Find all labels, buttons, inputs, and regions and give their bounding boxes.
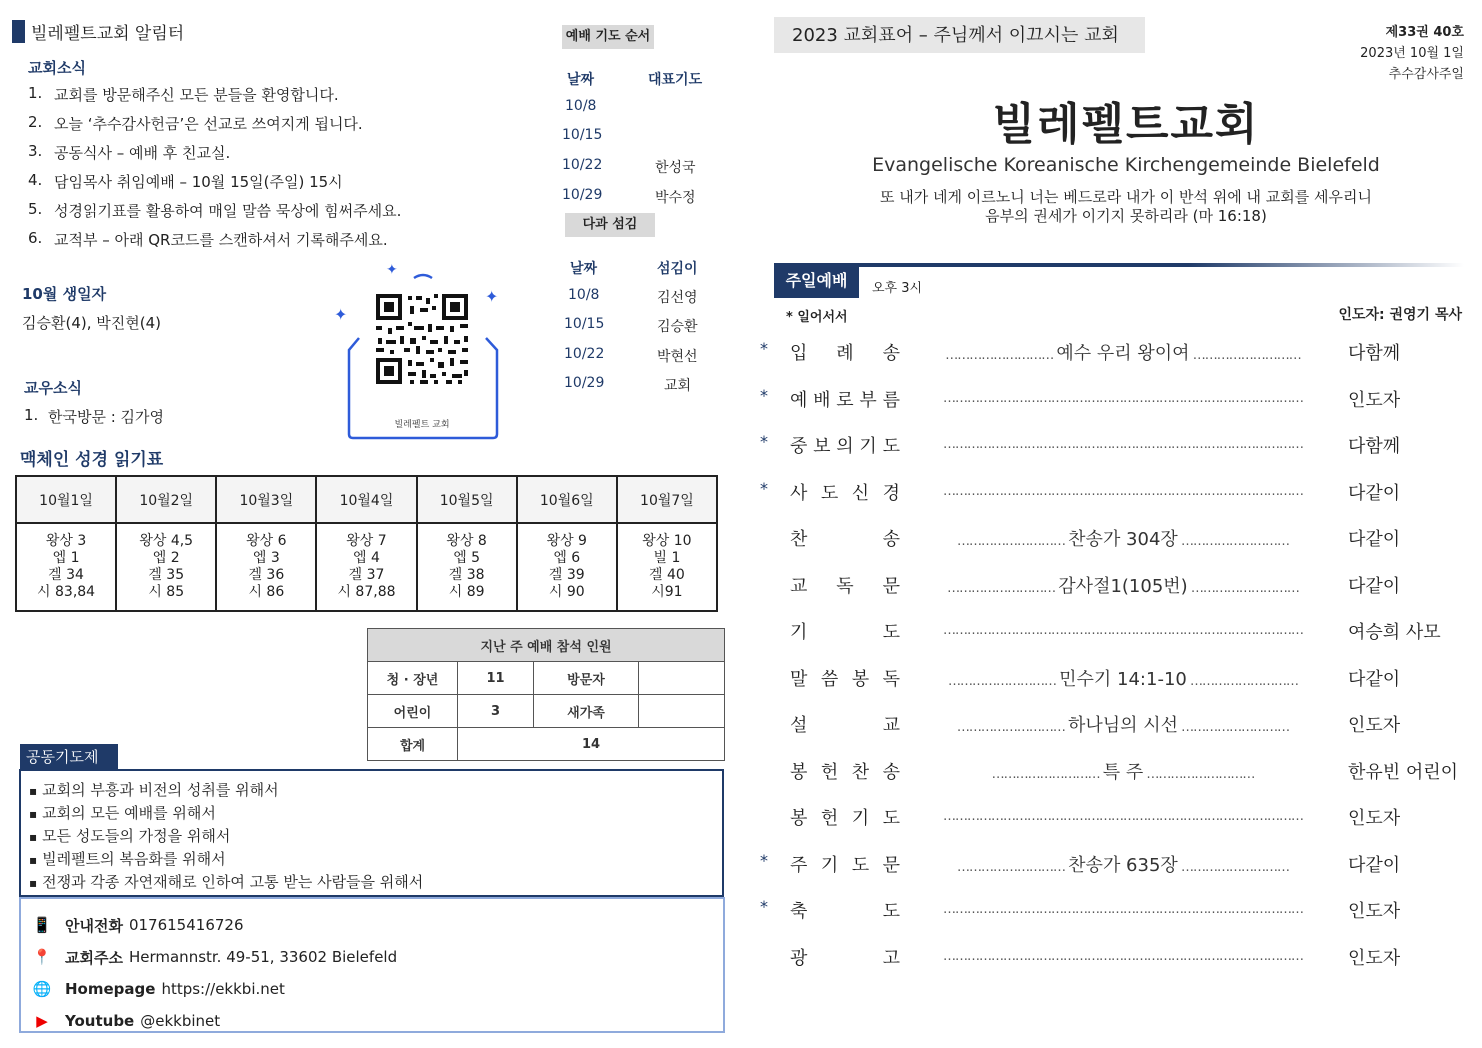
issue-volume: 제33권 40호	[1385, 25, 1464, 40]
attendance-title: 지난 주 예배 참석 인원	[368, 629, 725, 662]
reading-day: 10월7일	[617, 476, 717, 523]
order-person: 인도자	[1348, 389, 1401, 411]
svg-text:✦: ✦	[334, 305, 348, 324]
order-star: *	[760, 897, 768, 916]
serve-person: 김승환	[657, 319, 698, 335]
worship-tag: 주일예배	[774, 263, 859, 298]
order-detail: ……………………… 예수 우리 왕이여 ………………………	[945, 343, 1301, 364]
order-person: 다같이	[1348, 575, 1401, 597]
order-row	[760, 944, 1460, 974]
order-item: 봉 헌 기 도	[790, 808, 900, 829]
order-item: 기 도	[790, 622, 900, 643]
order-item: 중 보 의 기 도	[790, 436, 900, 457]
news-list	[28, 84, 401, 258]
order-item: 축 도	[790, 901, 900, 922]
order-detail: ………………………………………………………………………………	[943, 623, 1303, 638]
serve-col-person: 섬김이	[657, 261, 698, 277]
issue-day: 추수감사주일	[1388, 67, 1464, 82]
order-row	[760, 758, 1460, 788]
prayer-order-person: 박수정	[655, 190, 696, 206]
order-detail: ……………………… 감사절1(105번) ………………………	[947, 575, 1299, 597]
serve-date: 10/22	[564, 346, 605, 362]
prayer-list	[19, 769, 724, 897]
qr-frame	[334, 260, 506, 442]
order-person: 다같이	[1348, 482, 1401, 504]
reading-day: 10월3일	[216, 476, 316, 523]
news-item: 3. 공동식사 – 예배 후 친교실.	[28, 142, 231, 162]
serve-col-date: 날짜	[570, 261, 598, 277]
order-item: 입 례 송	[790, 343, 900, 364]
order-item: 설 교	[790, 715, 900, 736]
order-star: *	[760, 385, 768, 405]
contact-youtube[interactable]: ▶ Youtube @ekkbinet	[29, 1005, 715, 1037]
issue-info	[1360, 22, 1464, 85]
order-item: 교 독 문	[790, 575, 900, 597]
prayer-order-date: 10/8	[565, 98, 597, 114]
serve-title: 다과 섬김	[565, 213, 655, 237]
order-person: 다같이	[1348, 854, 1401, 876]
order-row	[760, 665, 1460, 695]
order-item: 광 고	[790, 947, 900, 969]
order-person: 다같이	[1348, 529, 1401, 550]
qr-caption: 빌레펠트 교회	[394, 420, 450, 430]
serve-person: 박현선	[657, 349, 698, 365]
reading-header-row	[16, 476, 717, 523]
order-person: 한유빈 어린이	[1348, 761, 1459, 783]
order-row	[760, 386, 1460, 416]
order-person: 인도자	[1348, 808, 1401, 829]
order-detail: ……………………… 찬송가 304장 ………………………	[957, 529, 1289, 550]
prayer-order-col-date: 날짜	[567, 72, 595, 88]
reading-title: 맥체인 성경 읽기표	[20, 450, 164, 470]
order-row	[760, 572, 1460, 602]
worship-time: 오후 3시	[872, 281, 923, 296]
reading-cell: 왕상 8 엡 5 겔 38 시 89	[417, 523, 517, 611]
contact-box	[19, 897, 725, 1033]
order-row	[760, 804, 1460, 834]
order-star: *	[760, 850, 768, 870]
church-title-block	[770, 88, 1482, 176]
order-item: 사 도 신 경	[790, 482, 900, 504]
contact-phone: 📱 안내전화 017615416726	[29, 909, 715, 941]
order-person: 인도자	[1348, 947, 1401, 969]
order-detail: ……………………… 하나님의 시선 ………………………	[956, 715, 1290, 736]
news-item: 1. 교회를 방문해주신 모든 분들을 환영합니다.	[28, 84, 339, 104]
reading-cell: 왕상 10 빌 1 겔 40 시91	[617, 523, 717, 611]
order-person: 다함께	[1348, 436, 1401, 457]
order-detail: ………………………………………………………………………………	[943, 390, 1303, 406]
prayer-order-person: 한성국	[655, 160, 696, 176]
order-star: *	[760, 432, 768, 451]
alumni-title: 교우소식	[24, 379, 82, 397]
prayer-item: ▪ 교회의 부흥과 비전의 성취를 위해서	[29, 779, 714, 802]
worship-divider	[774, 263, 1464, 267]
order-row	[760, 897, 1460, 927]
order-detail: ………………………………………………………………………………	[943, 809, 1303, 824]
order-detail: ………………………………………………………………………………	[943, 948, 1303, 964]
news-item: 4. 담임목사 취임예배 – 10월 15일(주일) 15시	[28, 171, 343, 191]
order-item: 찬 송	[790, 529, 900, 550]
alumni-item: 1. 한국방문 : 김가영	[24, 406, 165, 426]
prayer-order-title: 예배 기도 순서	[562, 25, 654, 49]
attendance-row: 청 · 장년 11 방문자	[368, 662, 725, 695]
prayer-order-date: 10/15	[562, 127, 603, 143]
order-person: 다함께	[1348, 343, 1401, 364]
reading-row	[16, 523, 717, 611]
svg-text:✦: ✦	[386, 262, 398, 278]
reading-cell: 왕상 4,5 엡 2 겔 35 시 85	[116, 523, 216, 611]
phone-icon: 📱	[32, 916, 52, 934]
order-star: *	[760, 339, 768, 358]
verse: 또 내가 네게 이르노니 너는 베드로라 내가 이 반석 위에 내 교회를 세우리니 음부의 권세가 이기지 못하리라 (마 16:18)	[880, 188, 1372, 225]
order-item: 말 씀 봉 독	[790, 668, 900, 690]
order-row	[760, 851, 1460, 881]
map-pin-icon: 📍	[32, 948, 52, 966]
order-star: *	[760, 478, 768, 498]
church-name-ko: 빌레펠트교회	[992, 99, 1260, 150]
order-detail: ………………………………………………………………………………	[943, 483, 1303, 499]
serve-date: 10/15	[564, 316, 605, 332]
reading-cell: 왕상 7 엡 4 겔 37 시 87,88	[316, 523, 416, 611]
news-title: 교회소식	[28, 59, 86, 77]
contact-address: 📍 교회주소 Hermannstr. 49-51, 33602 Bielefeld	[29, 941, 715, 973]
prayer-order-col-person: 대표기도	[648, 72, 703, 88]
order-row	[760, 479, 1460, 509]
motto-banner: 2023 교회표어 – 주님께서 이끄시는 교회	[774, 17, 1145, 53]
birthday-title: 10월 생일자	[22, 285, 107, 303]
rise-note: * 일어서서	[786, 310, 848, 325]
order-item: 봉 헌 찬 송	[790, 761, 900, 783]
left-header-title: 빌레펠트교회 알림터	[31, 24, 185, 44]
qr-code-icon	[334, 260, 506, 442]
prayer-item: ▪ 모든 성도들의 가정을 위해서	[29, 825, 714, 848]
prayer-item: ▪ 전쟁과 각종 자연재해로 인하여 고통 받는 사람들을 위해서	[29, 871, 714, 894]
prayer-item: ▪ 빌레펠트의 복음화를 위해서	[29, 848, 714, 871]
order-row	[760, 339, 1460, 369]
news-item: 2. 오늘 ‘추수감사헌금’은 선교로 쓰여지게 됩니다.	[28, 113, 363, 133]
order-detail: ………………………………………………………………………………	[943, 437, 1303, 452]
serve-person: 김선영	[657, 290, 698, 306]
reading-day: 10월1일	[16, 476, 116, 523]
reading-day: 10월2일	[116, 476, 216, 523]
news-item: 6. 교적부 – 아래 QR코드를 스캔하셔서 기록해주세요.	[28, 229, 388, 249]
left-header	[12, 20, 184, 43]
church-name-de: Evangelische Koreanische Kirchengemeinde Bielefeld	[872, 154, 1380, 176]
order-item: 주 기 도 문	[790, 854, 900, 876]
prayer-title: 공동기도제목	[20, 744, 118, 770]
reading-table	[15, 475, 718, 612]
reading-cell: 왕상 6 엡 3 겔 36 시 86	[216, 523, 316, 611]
attendance-row: 합계 14	[368, 728, 725, 761]
contact-homepage[interactable]: 🌐 Homepage https://ekkbi.net	[29, 973, 715, 1005]
issue-date: 2023년 10월 1일	[1360, 46, 1464, 61]
order-person: 여승희 사모	[1348, 622, 1441, 643]
prayer-order-date: 10/29	[562, 187, 603, 203]
order-person: 인도자	[1348, 901, 1401, 922]
attendance-row: 어린이 3 새가족	[368, 695, 725, 728]
reading-cell: 왕상 3 엡 1 겔 34 시 83,84	[16, 523, 116, 611]
svg-text:✦: ✦	[485, 287, 499, 306]
globe-icon: 🌐	[32, 980, 52, 998]
serve-person: 교회	[664, 378, 692, 394]
order-person: 인도자	[1348, 715, 1401, 736]
prayer-item: ▪ 교회의 모든 예배를 위해서	[29, 802, 714, 825]
reading-day: 10월4일	[316, 476, 416, 523]
prayer-order-date: 10/22	[562, 157, 603, 173]
order-person: 다같이	[1348, 668, 1401, 690]
worship-leader: 인도자: 권영기 목사	[1338, 307, 1462, 323]
order-row	[760, 618, 1460, 648]
birthday-text: 김승환(4), 박진현(4)	[22, 314, 161, 332]
order-row	[760, 432, 1460, 462]
order-detail: ……………………… 특 주 ………………………	[991, 761, 1255, 783]
order-detail: ……………………… 찬송가 635장 ………………………	[957, 854, 1289, 876]
order-row	[760, 711, 1460, 741]
news-item: 5. 성경읽기표를 활용하여 매일 말씀 묵상에 힘써주세요.	[28, 200, 402, 220]
reading-day: 10월6일	[517, 476, 617, 523]
reading-day: 10월5일	[417, 476, 517, 523]
serve-date: 10/8	[568, 287, 600, 303]
order-row	[760, 525, 1460, 555]
header-bar	[12, 20, 25, 43]
youtube-icon: ▶	[36, 1012, 48, 1030]
serve-date: 10/29	[564, 375, 605, 391]
order-detail: ………………………………………………………………………………	[943, 902, 1303, 917]
reading-cell: 왕상 9 엡 6 겔 39 시 90	[517, 523, 617, 611]
order-item: 예 배 로 부 름	[790, 389, 900, 411]
attendance-table	[367, 628, 725, 761]
order-detail: ……………………… 민수기 14:1-10 ………………………	[948, 668, 1298, 690]
